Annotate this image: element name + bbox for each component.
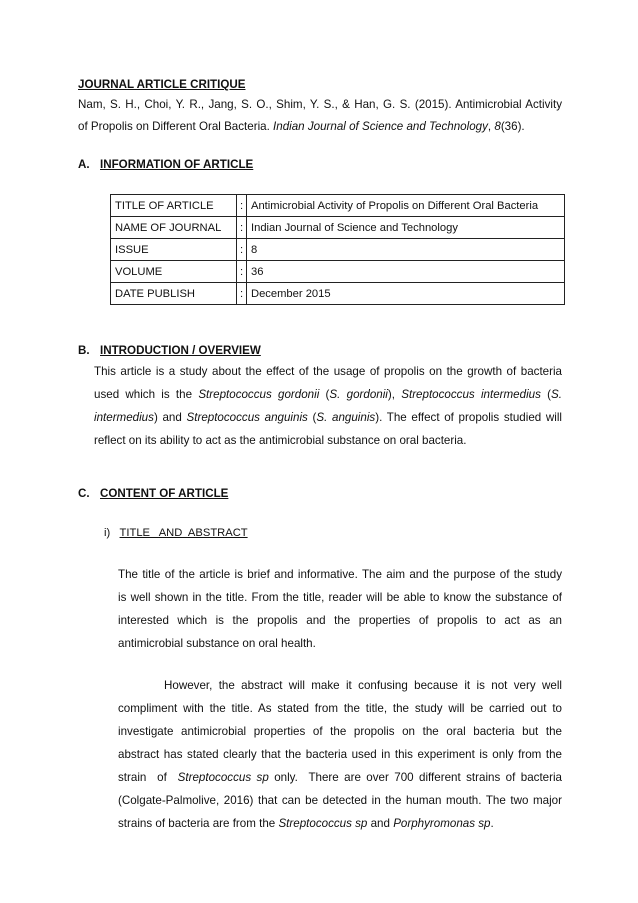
info-value: 8 — [247, 239, 565, 261]
intro-text: ). The effect of propolis studied will — [375, 411, 562, 424]
genus-name: Porphyromonas sp — [393, 817, 491, 830]
info-label: VOLUME — [111, 261, 237, 283]
intro-text: ( — [319, 388, 330, 401]
section-a-title: INFORMATION OF ARTICLE — [100, 158, 254, 171]
species-abbrev: S. gordonii — [329, 388, 388, 401]
info-separator: : — [237, 283, 247, 305]
table-row — [111, 239, 565, 261]
para2-text: . — [490, 817, 494, 830]
info-value: Antimicrobial Activity of Propolis on Different Oral Bacteria — [247, 195, 565, 217]
intro-text: used which is the — [94, 388, 199, 401]
info-separator: : — [237, 239, 247, 261]
section-a-heading — [78, 158, 253, 171]
section-b-title: INTRODUCTION / OVERVIEW — [100, 344, 261, 357]
table-row — [111, 217, 565, 239]
species-abbrev: S. anguinis — [316, 411, 376, 424]
intro-text: ( — [307, 411, 317, 424]
section-c-heading — [78, 487, 228, 500]
para2-line-1: However, the abstract will make it confusing because it is not very well — [164, 679, 562, 692]
info-value: Indian Journal of Science and Technology — [247, 217, 565, 239]
para2-line-5 — [118, 771, 562, 784]
section-b-heading — [78, 344, 261, 357]
intro-text: ( — [540, 388, 552, 401]
intro-line-3 — [94, 411, 562, 424]
info-label: NAME OF JOURNAL — [111, 217, 237, 239]
info-value: 36 — [247, 261, 565, 283]
species-name: Streptococcus sp — [177, 771, 269, 784]
table-row — [111, 195, 565, 217]
intro-line-1: This article is a study about the effect of the usage of propolis on the growth of bacteria — [94, 365, 562, 378]
para1-line-3: interested which is the propolis and the properties of propolis to act as an — [118, 614, 562, 627]
section-b-letter: B. — [78, 344, 90, 357]
section-c-letter: C. — [78, 487, 90, 500]
info-label: TITLE OF ARTICLE — [111, 195, 237, 217]
section-a-letter: A. — [78, 158, 90, 171]
para2-text: only. There are over 700 different strains of bacteria — [268, 771, 562, 784]
para1-line-4: antimicrobial substance on oral health. — [118, 637, 316, 650]
section-c-title: CONTENT OF ARTICLE — [100, 487, 229, 500]
species-name: Streptococcus gordonii — [198, 388, 320, 401]
subsection-heading — [104, 527, 248, 539]
info-separator: : — [237, 195, 247, 217]
info-separator: : — [237, 261, 247, 283]
para1-line-2: is well shown in the title. From the title, reader will be able to know the substance of — [118, 591, 562, 604]
info-label: ISSUE — [111, 239, 237, 261]
citation-comma: , — [487, 120, 495, 133]
citation-text: of Propolis on Different Oral Bacteria. — [78, 120, 274, 133]
species-abbrev: intermedius — [94, 411, 154, 424]
citation-issue: (36). — [500, 120, 525, 133]
para2-line-3: investigate antimicrobial properties of the propolis on the oral bacteria but the — [118, 725, 562, 738]
info-label: DATE PUBLISH — [111, 283, 237, 305]
intro-text: ) and — [153, 411, 187, 424]
species-abbrev: S. — [551, 388, 562, 401]
intro-text: ), — [387, 388, 402, 401]
table-row — [111, 283, 565, 305]
subsection-number: i) — [104, 527, 111, 539]
citation-line-2 — [78, 120, 525, 133]
table-row — [111, 261, 565, 283]
para1-line-1: The title of the article is brief and informative. The aim and the purpose of the study — [118, 568, 562, 581]
species-name: Streptococcus anguinis — [186, 411, 308, 424]
info-separator: : — [237, 217, 247, 239]
article-info-table — [110, 194, 565, 305]
para2-line-7 — [118, 817, 494, 830]
para2-text: strain of — [118, 771, 178, 784]
intro-line-4: reflect on its ability to act as the antimicrobial substance on oral bacteria. — [94, 434, 467, 447]
para2-line-6: (Colgate-Palmolive, 2016) that can be detected in the human mouth. The two major — [118, 794, 562, 807]
document-heading: JOURNAL ARTICLE CRITIQUE — [78, 78, 246, 91]
genus-name: Streptococcus sp — [278, 817, 368, 830]
para2-text: strains of bacteria are from the — [118, 817, 279, 830]
intro-line-2 — [94, 388, 562, 401]
citation-volume: 8 — [494, 120, 501, 133]
para2-text: and — [367, 817, 394, 830]
subsection-title: TITLE AND ABSTRACT — [119, 527, 248, 539]
species-name: Streptococcus intermedius — [401, 388, 541, 401]
para2-line-4: abstract has stated clearly that the bacteria used in this experiment is only from the — [118, 748, 562, 761]
citation-line-1: Nam, S. H., Choi, Y. R., Jang, S. O., Shim, Y. S., & Han, G. S. (2015). Antimicrobial Activity — [78, 98, 562, 111]
info-value: December 2015 — [247, 283, 565, 305]
citation-journal: Indian Journal of Science and Technology — [273, 120, 488, 133]
para2-line-2: compliment with the title. As stated from the title, the study will be carried out to — [118, 702, 562, 715]
